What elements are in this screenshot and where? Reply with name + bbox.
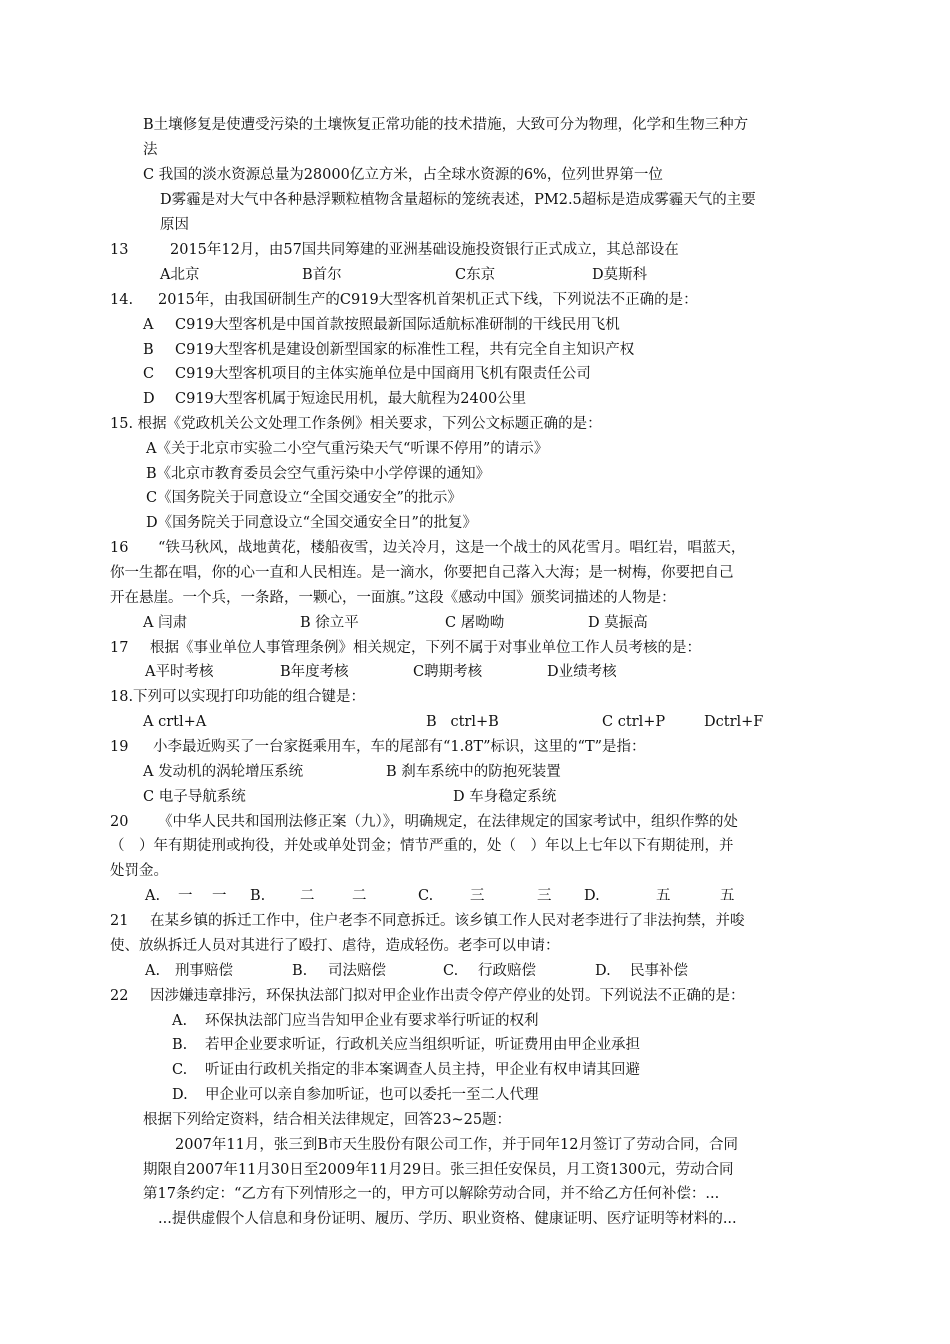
q20-option-d-letter: D.	[584, 888, 600, 904]
q20-line1: 《中华人民共和国刑法修正案（九）》，明确规定，在法律规定的国家考试中，组织作弊的处	[158, 814, 738, 830]
q20-option-c-letter: C.	[418, 888, 434, 904]
q21-number: 21	[110, 913, 129, 929]
q18-option-c: C ctrl+P	[602, 714, 666, 730]
q21-option-d-text: 民事补偿	[630, 963, 688, 979]
q20-option-b-first: 二	[300, 888, 315, 904]
q20-number: 20	[110, 814, 129, 830]
q14-number: 14.	[110, 292, 134, 308]
q22-number: 22	[110, 988, 129, 1004]
q19-stem: 小李最近购买了一台家挺乘用车，车的尾部有“1.8T”标识，这里的“T”是指：	[153, 739, 646, 755]
q17-stem: 根据《事业单位人事管理条例》相关规定，下列不属于对事业单位工作人员考核的是：	[150, 640, 701, 656]
q16-line2: 你一生都在唱，你的心一直和人民相连。是一滴水，你要把自己落入大海；是一树梅，你要把自己	[110, 565, 734, 581]
q22-option-c-text: 听证由行政机关指定的非本案调查人员主持，甲企业有权申请其回避	[205, 1062, 640, 1078]
q20-option-a-letter: A.	[145, 888, 161, 904]
q16-line3: 开在悬崖。一个兵，一条路，一颗心，一面旗。”这段《感动中国》颁奖词描述的人物是：	[110, 590, 676, 606]
q12-option-d: D雾霾是对大气中各种悬浮颗粒植物含量超标的笼统表述，PM2.5超标是造成雾霾天气的主要	[160, 192, 756, 208]
q20-option-a-first: 一	[178, 888, 193, 904]
q21-line2: 使、放纵拆迁人员对其进行了殴打、虐待，造成轻伤。老李可以申请：	[110, 938, 560, 954]
q12-option-d-cont: 原因	[160, 217, 189, 233]
q16-number: 16	[110, 540, 129, 556]
q20-option-c-first: 三	[470, 888, 485, 904]
q13-stem: 2015年12月，由57国共同筹建的亚洲基础设施投资银行正式成立，其总部设在	[170, 242, 679, 258]
q14-stem: 2015年，由我国研制生产的C919大型客机首架机正式下线，下列说法不正确的是：	[158, 292, 698, 308]
material-intro: 根据下列给定资料，结合相关法律规定，回答23~25题：	[143, 1112, 512, 1128]
q20-option-c-second: 三	[537, 888, 552, 904]
material-paragraph-line4: ...提供虚假个人信息和身份证明、履历、学历、职业资格、健康证明、医疗证明等材料的...	[158, 1211, 737, 1227]
q16-option-c: C 屠呦呦	[445, 615, 505, 631]
material-paragraph-line1: 2007年11月，张三到B市天生股份有限公司工作，并于同年12月签订了劳动合同，合同	[175, 1137, 738, 1153]
q13-option-d: D莫斯科	[592, 267, 648, 283]
q19-number: 19	[110, 739, 129, 755]
q16-option-b: B 徐立平	[300, 615, 359, 631]
q21-option-d-letter: D.	[595, 963, 611, 979]
q15-option-a: A《关于北京市实验二小空气重污染天气“听课不停用”的请示》	[146, 441, 549, 457]
q14-option-c-text: C919大型客机项目的主体实施单位是中国商用飞机有限责任公司	[175, 366, 591, 382]
q22-option-a-text: 环保执法部门应当告知甲企业有要求举行听证的权利	[205, 1013, 539, 1029]
q15-option-c: C《国务院关于同意设立“全国交通安全”的批示》	[146, 490, 462, 506]
q16-line1: “铁马秋风，战地黄花，楼船夜雪，边关冷月，这是一个战士的风花雪月。唱红岩，唱蓝天，	[158, 540, 746, 556]
q19-option-d: D 车身稳定系统	[453, 789, 557, 805]
q22-option-a-letter: A.	[172, 1013, 188, 1029]
q15-option-b: B《北京市教育委员会空气重污染中小学停课的通知》	[146, 466, 491, 482]
q12-option-b: B土壤修复是使遭受污染的土壤恢复正常功能的技术措施，大致可分为物理，化学和生物三种方	[143, 117, 749, 133]
q13-number: 13	[110, 242, 129, 258]
q17-option-b: B年度考核	[280, 664, 349, 680]
q15-stem: 15. 根据《党政机关公文处理工作条例》相关要求，下列公文标题正确的是：	[110, 416, 602, 432]
q20-line2: （ ）年有期徒刑或拘役，并处或单处罚金；情节严重的，处（ ）年以上七年以下有期徒刑，并	[110, 838, 734, 854]
q22-option-b-text: 若甲企业要求听证，行政机关应当组织听证，听证费用由甲企业承担	[205, 1037, 640, 1053]
q18-option-b: B ctrl+B	[426, 714, 499, 730]
material-paragraph-line3: 第17条约定：“乙方有下列情形之一的，甲方可以解除劳动合同，并不给乙方任何补偿：...	[143, 1186, 720, 1202]
q21-line1: 在某乡镇的拆迁工作中，住户老李不同意拆迁。该乡镇工作人民对老李进行了非法拘禁，并唆	[150, 913, 745, 929]
q13-option-a: A北京	[160, 267, 200, 283]
q13-option-c: C东京	[455, 267, 496, 283]
q14-option-d-text: C919大型客机属于短途民用机，最大航程为2400公里	[175, 391, 527, 407]
q19-option-a: A 发动机的涡轮增压系统	[143, 764, 304, 780]
q17-option-c: C聘期考核	[413, 664, 483, 680]
q16-option-d: D 莫振高	[588, 615, 648, 631]
q17-option-d: D业绩考核	[547, 664, 617, 680]
q21-option-c-text: 行政赔偿	[478, 963, 536, 979]
q18-stem: 18.下列可以实现打印功能的组合键是：	[110, 689, 366, 705]
q13-option-b: B首尔	[302, 267, 342, 283]
q21-option-a-text: 刑事赔偿	[175, 963, 233, 979]
q14-option-a-text: C919大型客机是中国首款按照最新国际适航标准研制的干线民用飞机	[175, 317, 620, 333]
q19-option-c: C 电子导航系统	[143, 789, 246, 805]
q22-stem: 因涉嫌违章排污，环保执法部门拟对甲企业作出责令停产停业的处罚。下列说法不正确的是：	[150, 988, 745, 1004]
q21-option-b-text: 司法赔偿	[328, 963, 386, 979]
q14-option-a-letter: A	[143, 317, 154, 333]
q18-option-a: A crtl+A	[143, 714, 207, 730]
q15-option-d: D《国务院关于同意设立“全国交通安全日”的批复》	[146, 515, 477, 531]
q19-option-b: B 刹车系统中的防抱死装置	[386, 764, 561, 780]
material-paragraph-line2: 期限自2007年11月30日至2009年11月29日。张三担任安保员，月工资1300元，劳动合同	[143, 1162, 734, 1178]
q12-option-b-cont: 法	[143, 142, 158, 158]
q17-number: 17	[110, 640, 129, 656]
q22-option-d-text: 甲企业可以亲自参加听证，也可以委托一至二人代理	[205, 1087, 539, 1103]
q14-option-c-letter: C	[143, 366, 155, 382]
q20-option-a-second: 一	[212, 888, 227, 904]
q22-option-b-letter: B.	[172, 1037, 188, 1053]
q16-option-a: A 闫肃	[143, 615, 188, 631]
q14-option-b-text: C919大型客机是建设创新型国家的标准性工程，共有完全自主知识产权	[175, 342, 635, 358]
q21-option-a-letter: A.	[145, 963, 161, 979]
q20-line3: 处罚金。	[110, 863, 168, 879]
q14-option-b-letter: B	[143, 342, 154, 358]
q17-option-a: A平时考核	[145, 664, 214, 680]
q14-option-d-letter: D	[143, 391, 155, 407]
q20-option-b-letter: B.	[250, 888, 266, 904]
q20-option-d-first: 五	[656, 888, 671, 904]
q22-option-d-letter: D.	[172, 1087, 188, 1103]
q20-option-d-second: 五	[720, 888, 735, 904]
q21-option-b-letter: B.	[292, 963, 308, 979]
q22-option-c-letter: C.	[172, 1062, 188, 1078]
q18-option-d: Dctrl+F	[704, 714, 764, 730]
q12-option-c: C 我国的淡水资源总量为28000亿立方米，占全球水资源的6%，位列世界第一位	[143, 167, 663, 183]
q21-option-c-letter: C.	[443, 963, 459, 979]
q20-option-b-second: 二	[352, 888, 367, 904]
